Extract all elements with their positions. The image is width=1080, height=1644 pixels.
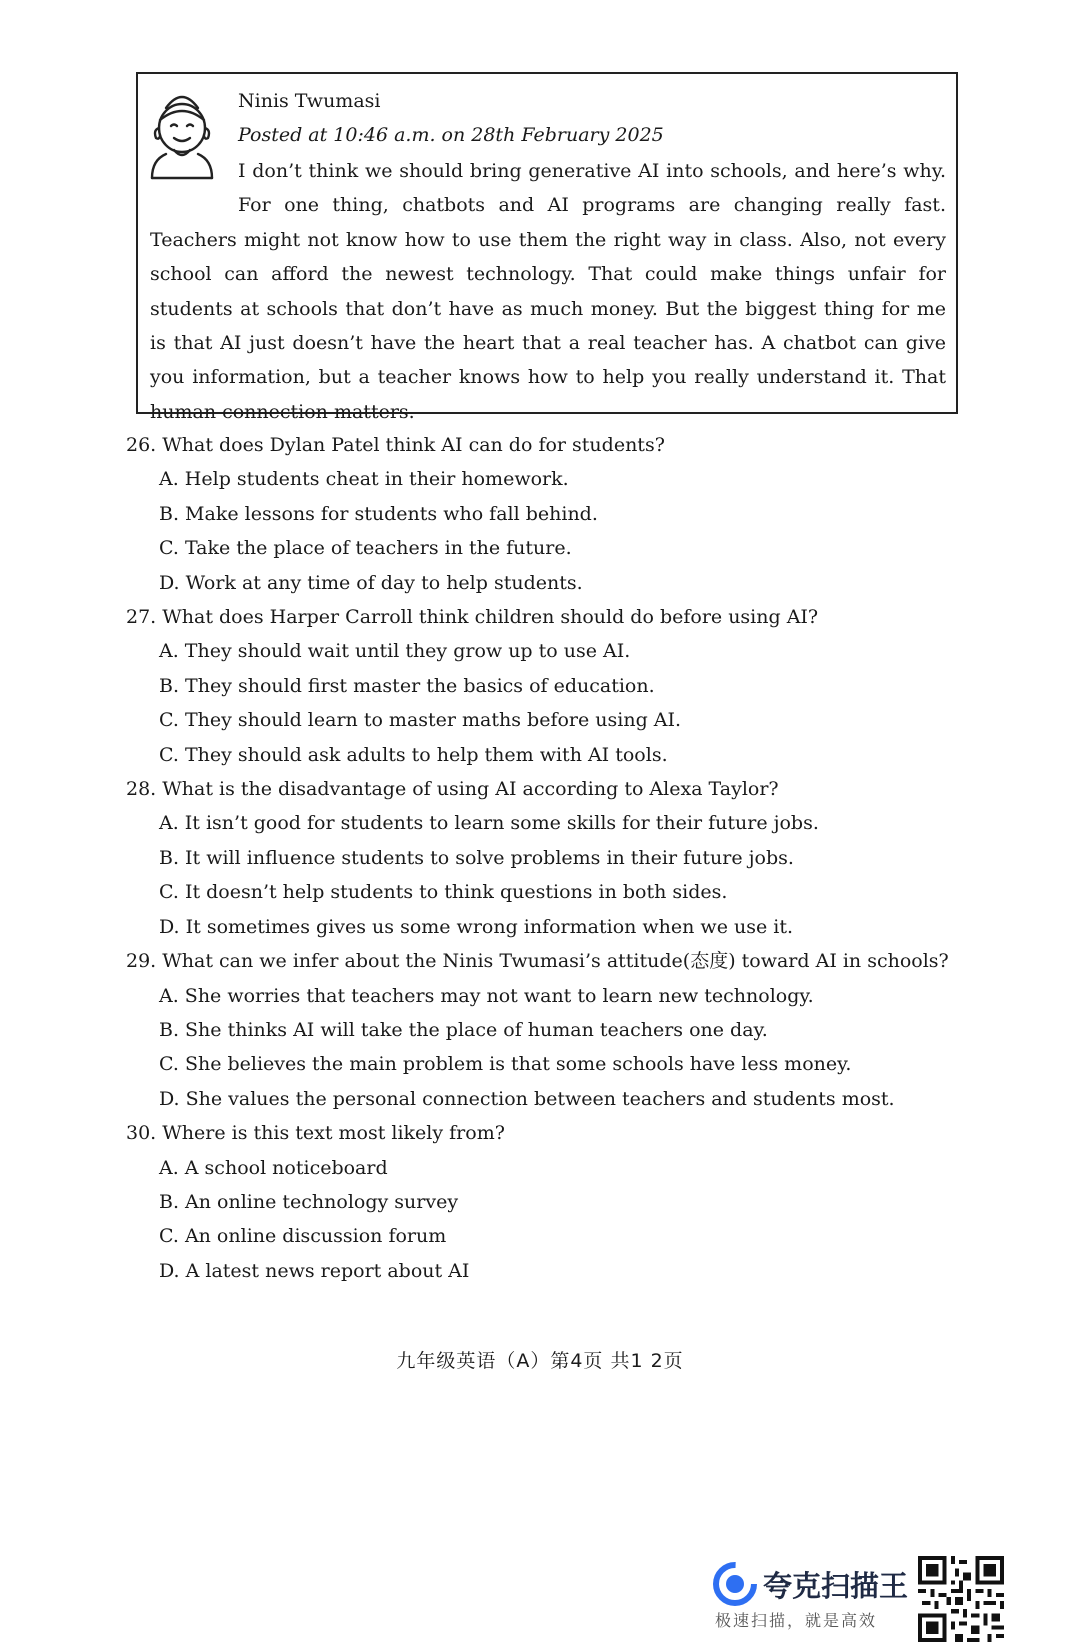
scanner-logo-icon (713, 1562, 757, 1606)
post-body (150, 154, 946, 429)
option-30-c: C. An online discussion forum (159, 1225, 447, 1248)
forum-post (136, 72, 958, 423)
scanner-slogan: 极速扫描，就是高效 (715, 1611, 878, 1630)
post-paragraph: I don’t think we should bring generative AI into schools, and here’s why. (238, 160, 946, 182)
question-30: 30. Where is this text most likely from? (126, 1122, 505, 1145)
option-28-d: D. It sometimes gives us some wrong information when we use it. (159, 915, 794, 938)
option-28-c: C. It doesn’t help students to think questions in both sides. (159, 881, 728, 904)
option-27-c: C. They should learn to master maths before using AI. (159, 709, 682, 732)
option-28-a: A. It isn’t good for students to learn some skills for their future jobs. (159, 812, 819, 835)
option-27-d: C. They should ask adults to help them with AI tools. (159, 743, 668, 766)
option-29-c: C. She believes the main problem is that some schools have less money. (159, 1053, 852, 1076)
question-27: 27. What does Harper Carroll think children should do before using AI? (126, 606, 819, 629)
option-29-d: D. She values the personal connection between teachers and students most. (159, 1087, 895, 1110)
page-footer: 九年级英语（A）第4页 共1 2页 (396, 1350, 684, 1372)
option-26-b: B. Make lessons for students who fall behind. (159, 502, 598, 525)
option-27-b: B. They should first master the basics of education. (159, 674, 655, 697)
option-26-a: A. Help students cheat in their homework. (159, 468, 569, 491)
option-26-d: D. Work at any time of day to help students. (159, 571, 583, 594)
option-29-b: B. She thinks AI will take the place of human teachers one day. (159, 1018, 768, 1041)
option-30-d: D. A latest news report about AI (159, 1259, 470, 1282)
option-28-b: B. It will influence students to solve problems in their future jobs. (159, 846, 794, 869)
post-paragraph: For one thing, chatbots and AI programs are changing really fast. Teachers might not know how to use them the right way in class. Also, not every school can afford the newest technology. That could make things unfair for students at schools that don’t have as much money. But the biggest thing for me is that AI just doesn’t have the heart that a real teacher has. A chatbot can give you information, but a teacher knows how to help you really understand it. That human connection matters. (150, 194, 946, 423)
option-30-b: B. An online technology survey (159, 1190, 459, 1213)
option-29-a: A. She worries that teachers may not want to learn new technology. (159, 984, 814, 1007)
post-author: Ninis Twumasi (238, 90, 381, 112)
option-26-c: C. Take the place of teachers in the future. (159, 537, 572, 560)
post-timestamp: Posted at 10:46 a.m. on 28th February 2025 (238, 124, 664, 146)
option-30-a: A. A school noticeboard (159, 1156, 388, 1179)
question-26: 26. What does Dylan Patel think AI can do for students? (126, 434, 665, 456)
question-list (126, 428, 986, 1288)
option-27-a: A. They should wait until they grow up to use AI. (159, 640, 631, 663)
scanner-brand-name: 夸克扫描王 (763, 1569, 909, 1603)
qr-code-icon (918, 1556, 1004, 1642)
question-29: 29. What can we infer about the Ninis Twumasi’s attitude(态度) toward AI in schools? (126, 950, 949, 973)
question-28: 28. What is the disadvantage of using AI according to Alexa Taylor? (126, 778, 779, 801)
